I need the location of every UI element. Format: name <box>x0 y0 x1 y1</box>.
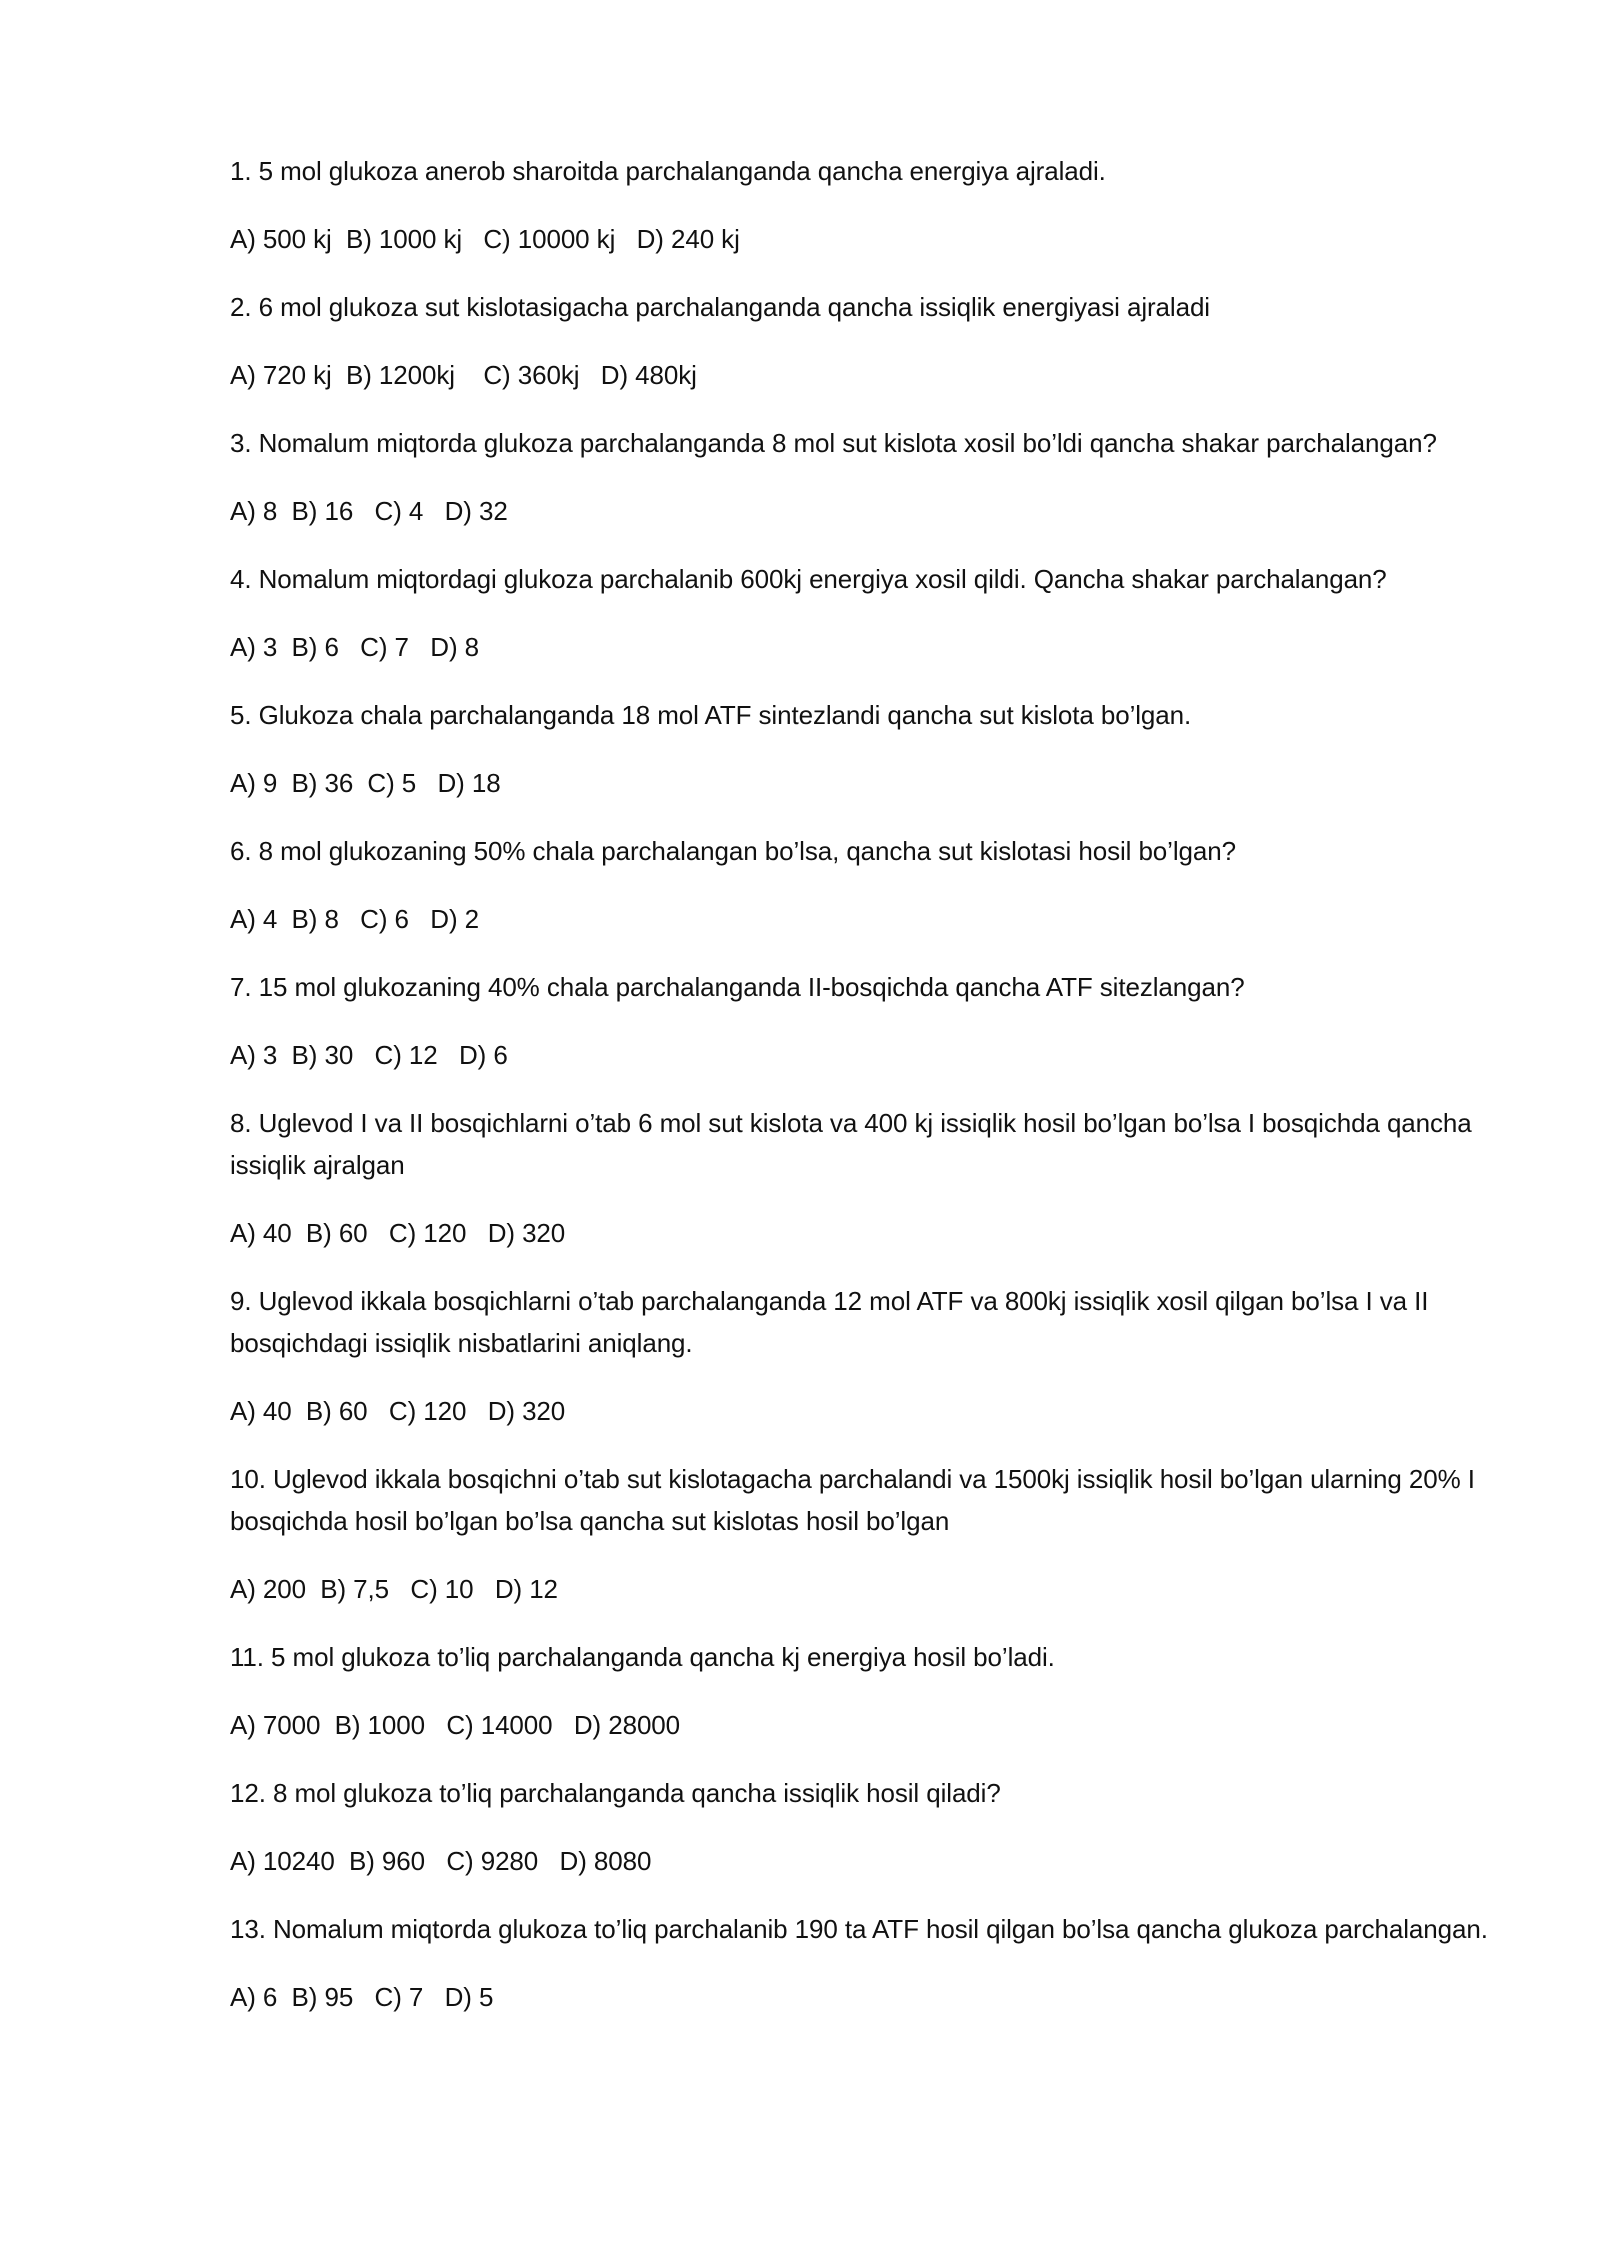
question-10 <box>230 1458 1500 1610</box>
question-4 <box>230 558 1500 668</box>
question-3 <box>230 422 1500 532</box>
question-text: 6. 8 mol glukozaning 50% chala parchalangan bo’lsa, qancha sut kislotasi hosil bo’lgan? <box>230 836 1236 866</box>
question-5 <box>230 694 1500 804</box>
question-2 <box>230 286 1500 396</box>
question-text: 4. Nomalum miqtordagi glukoza parchalanib 600kj energiya xosil qildi. Qancha shakar parchalangan? <box>230 564 1387 594</box>
question-8 <box>230 1102 1500 1254</box>
answer-options: A) 7000 B) 1000 C) 14000 D) 28000 <box>230 1710 681 1740</box>
answer-options: A) 720 kj B) 1200kj C) 360kj D) 480kj <box>230 360 697 390</box>
question-text: 5. Glukoza chala parchalanganda 18 mol ATF sintezlandi qancha sut kislota bo’lgan. <box>230 700 1192 730</box>
question-text: 10. Uglevod ikkala bosqichni o’tab sut kislotagacha parchalandi va 1500kj issiqlik hosil bo’lgan ularning 20% I bosqichda hosil bo’lgan bo’lsa qancha sut kislotas hosil bo’lgan <box>230 1464 1475 1536</box>
answer-options: A) 4 B) 8 C) 6 D) 2 <box>230 904 479 934</box>
answer-options: A) 40 B) 60 C) 120 D) 320 <box>230 1218 566 1248</box>
answer-options: A) 200 B) 7,5 C) 10 D) 12 <box>230 1574 558 1604</box>
question-text: 9. Uglevod ikkala bosqichlarni o’tab parchalanganda 12 mol ATF va 800kj issiqlik xosil qilgan bo’lsa I va II bosqichdagi issiqlik nisbatlarini aniqlang. <box>230 1286 1429 1358</box>
question-text: 11. 5 mol glukoza to’liq parchalanganda qancha kj energiya hosil bo’ladi. <box>230 1642 1055 1672</box>
question-text: 12. 8 mol glukoza to’liq parchalanganda qancha issiqlik hosil qiladi? <box>230 1778 1001 1808</box>
question-12 <box>230 1772 1500 1882</box>
answer-options: A) 8 B) 16 C) 4 D) 32 <box>230 496 508 526</box>
question-text: 13. Nomalum miqtorda glukoza to’liq parchalanib 190 ta ATF hosil qilgan bo’lsa qancha glukoza parchalangan. <box>230 1914 1488 1944</box>
question-text: 2. 6 mol glukoza sut kislotasigacha parchalanganda qancha issiqlik energiyasi ajraladi <box>230 292 1210 322</box>
question-11 <box>230 1636 1500 1746</box>
answer-options: A) 6 B) 95 C) 7 D) 5 <box>230 1982 494 2012</box>
question-9 <box>230 1280 1500 1432</box>
question-text: 8. Uglevod I va II bosqichlarni o’tab 6 mol sut kislota va 400 kj issiqlik hosil bo’lgan bo’lsa I bosqichda qancha issiqlik ajralgan <box>230 1108 1472 1180</box>
answer-options: A) 9 B) 36 C) 5 D) 18 <box>230 768 501 798</box>
answer-options: A) 40 B) 60 C) 120 D) 320 <box>230 1396 566 1426</box>
answer-options: A) 10240 B) 960 C) 9280 D) 8080 <box>230 1846 652 1876</box>
question-6 <box>230 830 1500 940</box>
answer-options: A) 3 B) 6 C) 7 D) 8 <box>230 632 479 662</box>
answer-options: A) 500 kj B) 1000 kj C) 10000 kj D) 240 kj <box>230 224 740 254</box>
question-list <box>230 150 1500 2044</box>
question-1 <box>230 150 1500 260</box>
question-7 <box>230 966 1500 1076</box>
answer-options: A) 3 B) 30 C) 12 D) 6 <box>230 1040 508 1070</box>
question-text: 7. 15 mol glukozaning 40% chala parchalanganda II-bosqichda qancha ATF sitezlangan? <box>230 972 1245 1002</box>
question-text: 1. 5 mol glukoza anerob sharoitda parchalanganda qancha energiya ajraladi. <box>230 156 1106 186</box>
question-text: 3. Nomalum miqtorda glukoza parchalanganda 8 mol sut kislota xosil bo’ldi qancha shakar parchalangan? <box>230 428 1437 458</box>
question-13 <box>230 1908 1500 2018</box>
